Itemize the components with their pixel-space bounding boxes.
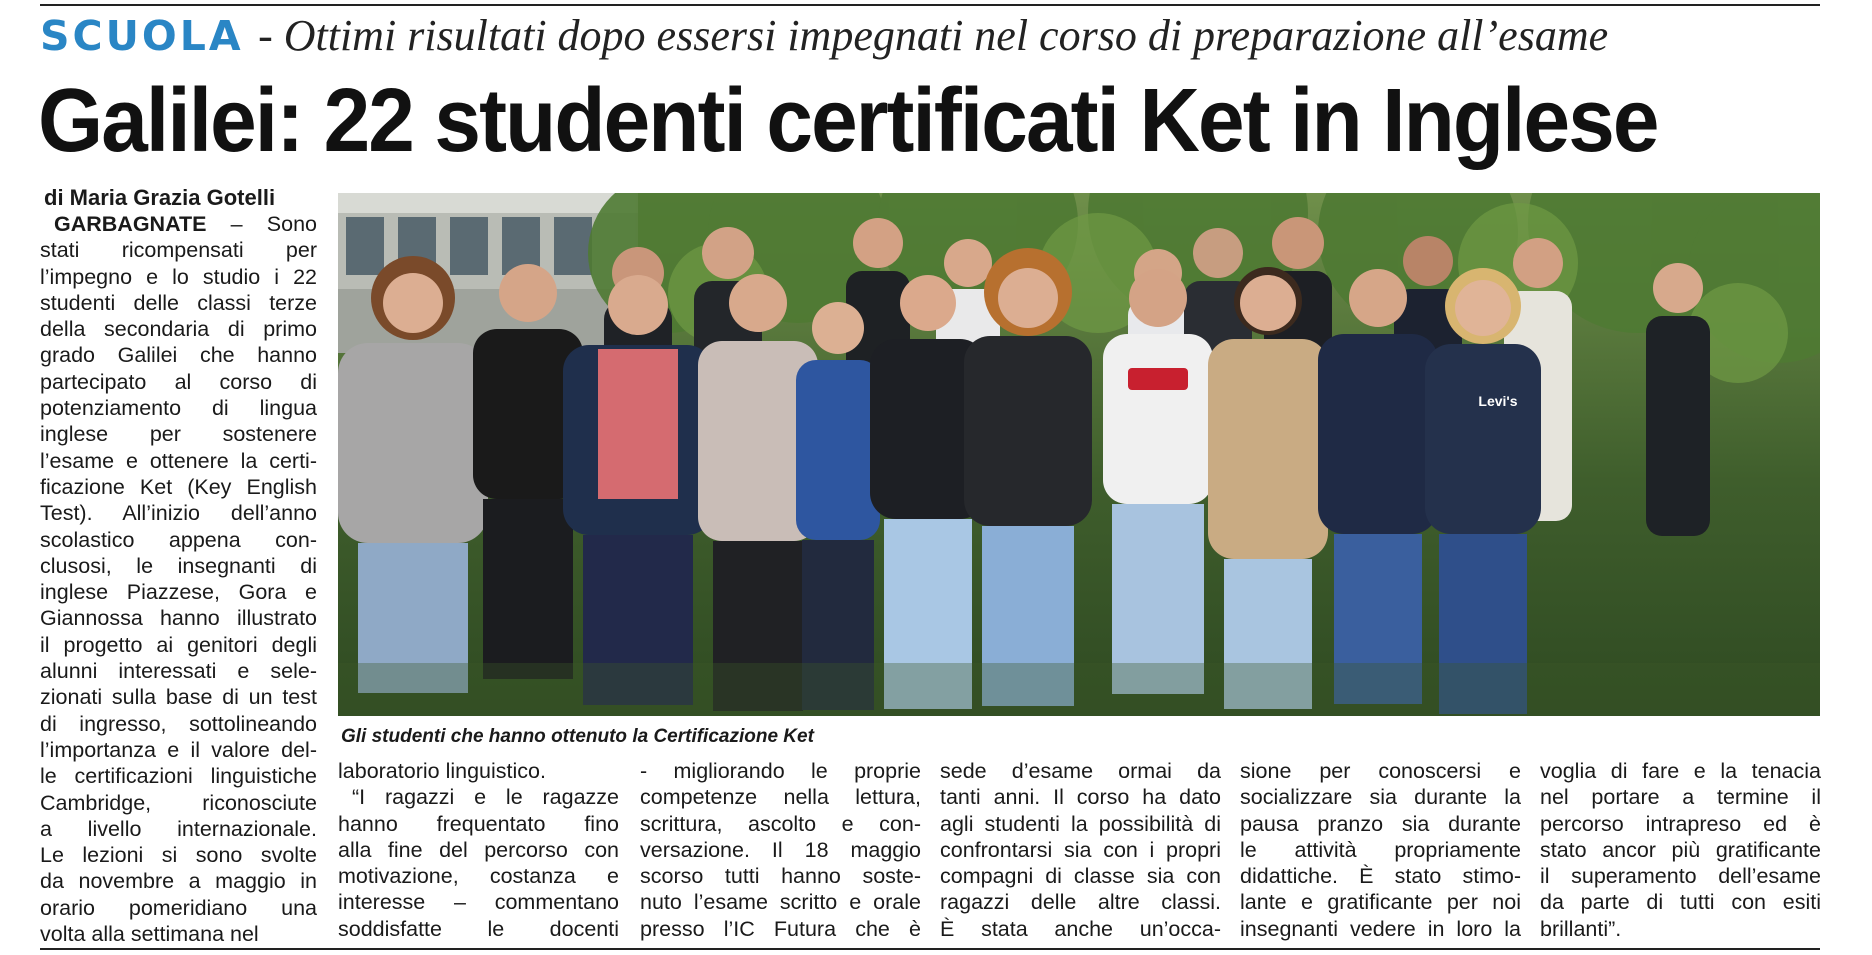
text-line: voglia di fare e la tenacia (1540, 759, 1821, 783)
text-line: inglese Piazzese, Gora e (40, 580, 317, 605)
article-column-2 (338, 758, 619, 942)
text-line: nuto l’esame scritto e orale (640, 890, 921, 915)
text-line: agli studenti la possibilità di (940, 811, 1221, 836)
shirt-logo-text: Levi's (1478, 393, 1518, 409)
text-line: didattiche. È stato stimo- (1240, 864, 1521, 889)
text-line: le certificazioni linguistiche (40, 764, 317, 789)
text-line: il superamento dell’esame (1540, 864, 1821, 889)
text-line: insegnanti vedere in loro la (1240, 916, 1521, 941)
text-line: È stata anche un’occa- (940, 916, 1221, 941)
text-line: studenti delle classi terze (40, 290, 317, 315)
text-line: a livello internazionale. (40, 816, 317, 841)
text-line: Le lezioni si sono svolte (40, 843, 317, 868)
text-line: lante e gratificante per noi (1240, 890, 1521, 915)
text-line: versazione. Il 18 maggio (640, 837, 921, 862)
text-line: socializzare sia durante la (1240, 785, 1521, 810)
text-line: sione per conoscersi e (1240, 759, 1521, 783)
text-line: “I ragazzi e le ragazze (352, 785, 619, 810)
kicker (40, 10, 1820, 62)
top-rule (40, 4, 1820, 6)
text-line: ragazzi delle altre classi. (940, 890, 1221, 915)
text-line: della secondaria di primo (40, 317, 317, 342)
text-line: brillanti”. (1540, 916, 1622, 941)
text-line: clusosi, le insegnanti di (40, 553, 317, 578)
photo-caption: Gli studenti che hanno ottenuto la Certificazione Ket (341, 726, 814, 747)
bottom-rule (40, 948, 1820, 950)
text-line: nel portare a termine il (1540, 785, 1821, 810)
article-column-1 (40, 211, 317, 947)
text-line: scorso tutti hanno soste- (640, 864, 921, 889)
section-label: SCUOLA (40, 12, 244, 60)
text-line: Test). All’inizio dell’anno (40, 501, 317, 526)
text-line: scrittura, ascolto e con- (640, 811, 921, 836)
text-line: presso l’IC Futura che è (640, 916, 921, 941)
text-line: potenziamento di lingua (40, 396, 317, 421)
text-line: scolastico appena con- (40, 527, 317, 552)
headline: Galilei: 22 studenti certificati Ket in Inglese (38, 71, 1658, 171)
article-column-3 (640, 758, 921, 942)
text-line: l’importanza e il valore del- (40, 737, 317, 762)
text-line: orario pomeridiano una (40, 895, 317, 920)
article-column-6 (1540, 758, 1821, 942)
text-line: di ingresso, sottolineando (40, 711, 317, 736)
text-line: sede d’esame ormai da (940, 759, 1221, 783)
text-line: compagni di classe sia con (940, 864, 1221, 889)
byline: di Maria Grazia Gotelli (44, 185, 276, 210)
text-line: motivazione, costanza e (338, 864, 619, 889)
text-line: - migliorando le proprie (640, 759, 921, 783)
article-column-4 (940, 758, 1221, 942)
text-line: competenze nella lettura, (640, 785, 921, 810)
text-line: interesse – commentano (338, 890, 619, 915)
text-line: hanno frequentato fino (338, 811, 619, 836)
text-line: stati ricompensati per (40, 238, 317, 263)
text-line: volta alla settimana nel (40, 922, 259, 947)
text-line: da novembre a maggio in (40, 869, 317, 894)
text-line: percorso intrapreso ed è (1540, 811, 1821, 836)
text-line: zionati sulla base di un test (40, 685, 317, 710)
article-column-5 (1240, 758, 1521, 942)
text-line: soddisfatte le docenti (338, 916, 619, 941)
text-line: da parte di tutti con esiti (1540, 890, 1821, 915)
kicker-subtitle: - Ottimi risultati dopo essersi impegnati nel corso di preparazione all’esame (258, 11, 1609, 60)
text-line: l’impegno e lo studio i 22 (40, 264, 317, 289)
text-line: pausa pranzo sia durante (1240, 811, 1521, 836)
text-line: inglese per sostenere (40, 422, 317, 447)
text-line: alla fine del percorso con (338, 837, 619, 862)
text-line: GARBAGNATE – Sono (54, 212, 317, 236)
text-line: il progetto ai genitori degli (40, 632, 317, 657)
group-photo-illustration (338, 193, 1820, 716)
text-line: grado Galilei che hanno (40, 343, 317, 368)
text-line: Giannossa hanno illustrato (40, 606, 317, 631)
text-line: laboratorio linguistico. (338, 759, 546, 783)
text-line: Cambridge, riconosciute (40, 790, 317, 815)
text-line: le attività propriamente (1240, 837, 1521, 862)
text-line: confrontarsi sia con i propri (940, 837, 1221, 862)
group-photo (338, 193, 1820, 716)
dateline-place: GARBAGNATE (54, 212, 207, 236)
text-line: ficazione Ket (Key English (40, 474, 317, 499)
text-line: alunni interessati e sele- (40, 659, 317, 684)
text-line: partecipato al corso di (40, 369, 317, 394)
text-line: l’esame e ottenere la certi- (40, 448, 317, 473)
text-line: tanti anni. Il corso ha dato (940, 785, 1221, 810)
text-line: stato ancor più gratificante (1540, 837, 1821, 862)
